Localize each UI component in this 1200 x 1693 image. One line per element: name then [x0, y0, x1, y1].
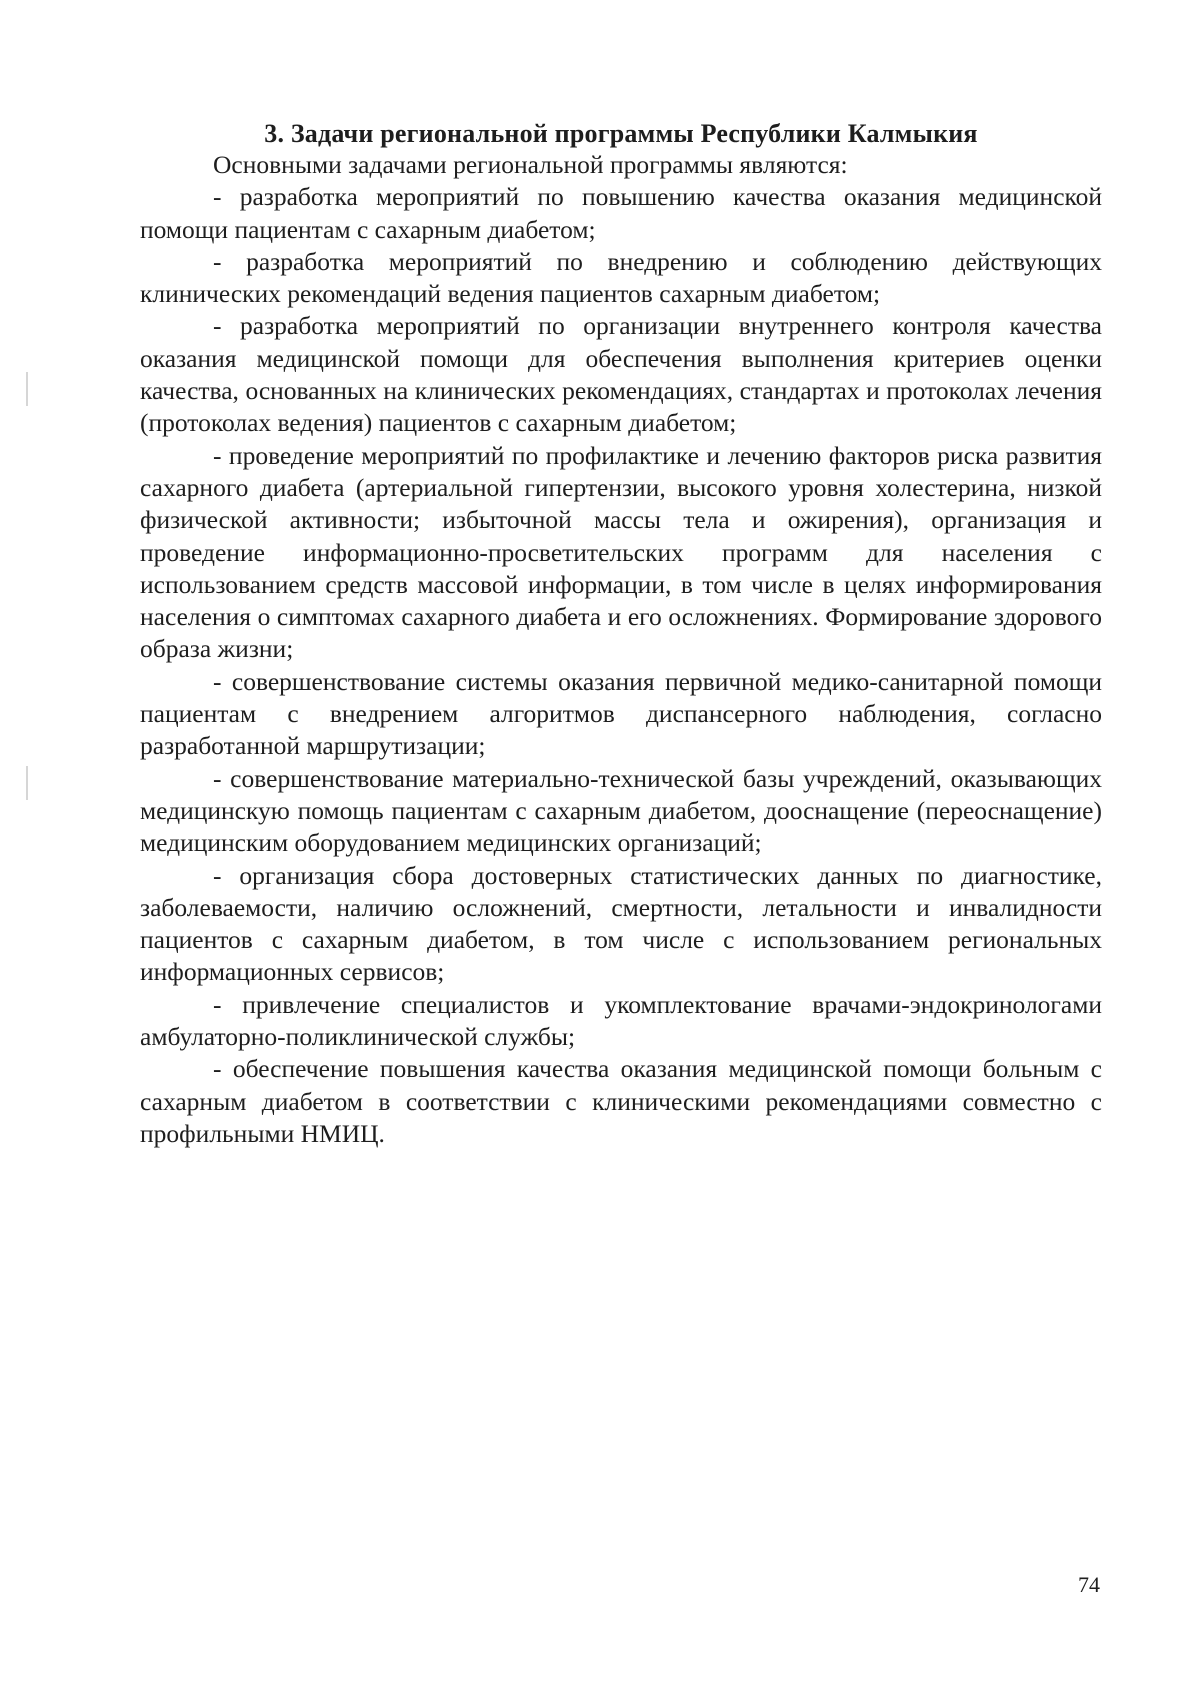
task-item: - разработка мероприятий по внедрению и соблюдению действующих клинических рекомендаций ведения пациентов сахарным диабетом;	[140, 246, 1102, 309]
section-title: 3. Задачи региональной программы Республики Калмыкия	[264, 119, 978, 148]
task-item: - разработка мероприятий по повышению качества оказания медицинской помощи пациентам с сахарным диабетом;	[140, 182, 1102, 244]
page-number: 74	[1078, 1572, 1100, 1597]
scan-artifact	[26, 766, 28, 800]
task-item: - совершенствование системы оказания первичной медико-санитарной помощи пациентам с внедрением алгоритмов диспансерного наблюдения, согласно разработанной маршрутизации;	[140, 666, 1102, 761]
task-item: - обеспечение повышения качества оказания медицинской помощи больным с сахарным диабетом в соответствии с клиническими рекомендациями совместно с профильными НМИЦ.	[140, 1054, 1102, 1148]
task-item: - проведение мероприятий по профилактике и лечению факторов риска развития сахарного диабета (артериальной гипертензии, высокого уровня холестерина, низкой физической активности; избыточной массы тела и ожирения), организация и проведение информационно-просветительских программ для населения с использованием средств массовой информации, в том числе в целях информирования населения о симптомах сахарного диабета и его осложнениях. Формирование здорового образа жизни;	[140, 440, 1102, 664]
scan-artifact	[26, 372, 28, 406]
task-item: - организация сбора достоверных статистических данных по диагностике, заболеваемости, наличию осложнений, смертности, летальности и инвалидности пациентов с сахарным диабетом, в том числе с использованием региональных информационных сервисов;	[140, 860, 1102, 987]
task-item: - разработка мероприятий по организации внутреннего контроля качества оказания медицинской помощи для обеспечения выполнения критериев оценки качества, основанных на клинических рекомендациях, стандартах и протоколах лечения (протоколах ведения) пациентов с сахарным диабетом;	[140, 311, 1102, 438]
intro-paragraph: Основными задачами региональной программы являются:	[213, 150, 848, 179]
task-item: - привлечение специалистов и укомплектование врачами-эндокринологами амбулаторно-поликлинической службы;	[140, 989, 1102, 1052]
task-item: - совершенствование материально-технической базы учреждений, оказывающих медицинскую помощь пациентам с сахарным диабетом, дооснащение (переоснащение) медицинским оборудованием медицинских организаций;	[140, 763, 1102, 858]
page-content	[140, 118, 1102, 1150]
